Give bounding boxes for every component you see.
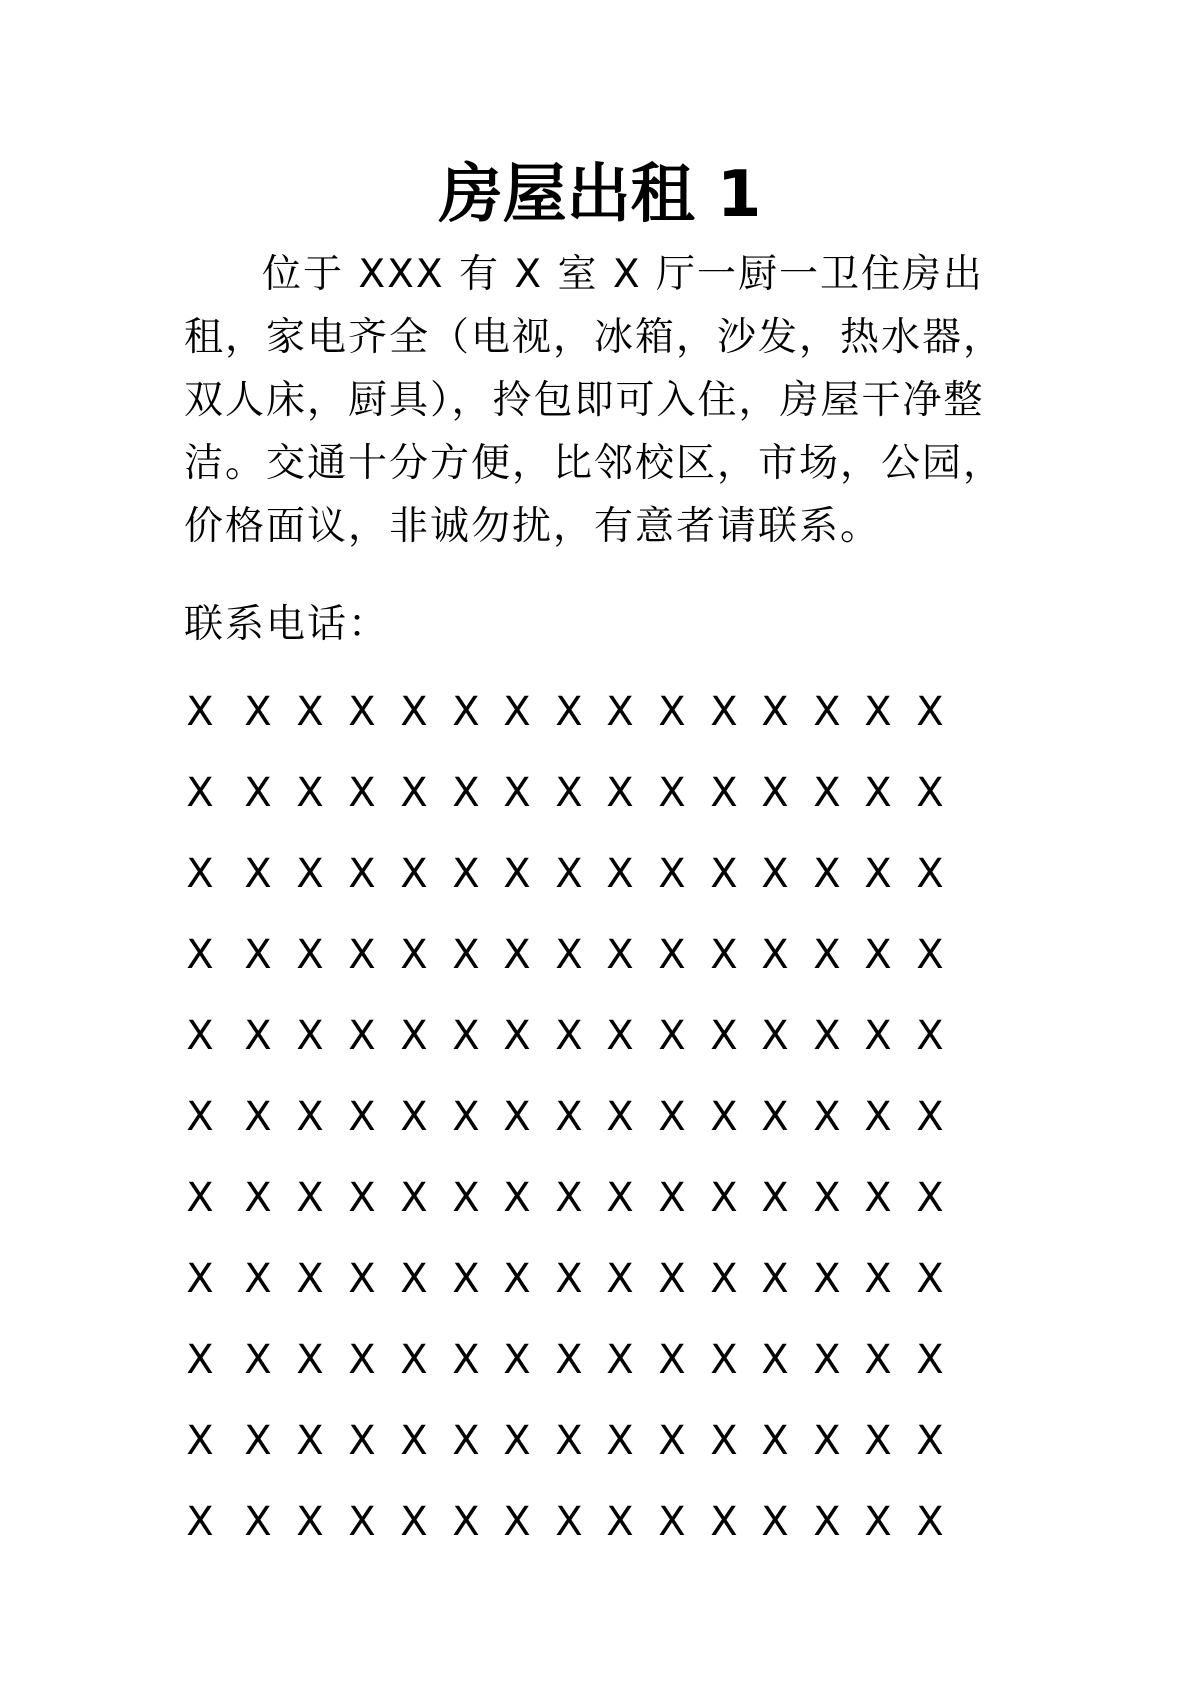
phone-grid-cell: X [244, 1094, 272, 1140]
phone-grid-cell: X [606, 689, 634, 735]
phone-grid-cell: X [916, 689, 944, 735]
phone-grid-cell: X [452, 1256, 480, 1302]
phone-grid-cell: X [761, 1256, 789, 1302]
phone-grid-cell: X [186, 851, 214, 897]
phone-grid-cell: X [503, 770, 531, 816]
phone-grid-cell: X [658, 851, 686, 897]
phone-grid-cell: X [916, 1256, 944, 1302]
phone-grid-cell: X [916, 1175, 944, 1221]
phone-grid-cell: X [658, 1499, 686, 1545]
phone-grid-cell: X [761, 1175, 789, 1221]
phone-grid-cell: X [813, 1094, 841, 1140]
phone-grid-cell: X [916, 1499, 944, 1545]
phone-grid-row [184, 763, 1044, 844]
phone-grid-cell: X [864, 1499, 892, 1545]
phone-grid-cell: X [864, 1094, 892, 1140]
phone-grid-cell: X [710, 1256, 738, 1302]
phone-grid-cell: X [452, 1418, 480, 1464]
phone-grid-row [184, 1087, 1044, 1168]
phone-grid-cell: X [244, 1337, 272, 1383]
phone-grid-cell: X [296, 770, 324, 816]
phone-grid-cell: X [658, 1175, 686, 1221]
phone-grid-cell: X [658, 1337, 686, 1383]
phone-grid-cell: X [503, 1094, 531, 1140]
phone-grid-cell: X [400, 1013, 428, 1059]
phone-grid-cell: X [658, 932, 686, 978]
phone-grid-cell: X [710, 1013, 738, 1059]
phone-grid-cell: X [761, 770, 789, 816]
phone-grid-cell: X [916, 851, 944, 897]
phone-grid-cell: X [400, 1094, 428, 1140]
phone-grid-cell: X [452, 689, 480, 735]
phone-grid-cell: X [296, 1499, 324, 1545]
phone-grid-cell: X [555, 1418, 583, 1464]
phone-grid-cell: X [244, 851, 272, 897]
phone-grid-cell: X [710, 1418, 738, 1464]
phone-grid-cell: X [348, 1094, 376, 1140]
phone-grid-row [184, 1249, 1044, 1330]
phone-grid-cell: X [296, 932, 324, 978]
phone-grid-cell: X [296, 851, 324, 897]
phone-grid-cell: X [710, 770, 738, 816]
phone-grid-cell: X [503, 851, 531, 897]
phone-grid-cell: X [452, 1499, 480, 1545]
phone-grid-cell: X [916, 1094, 944, 1140]
phone-grid-cell: X [864, 1418, 892, 1464]
phone-grid-cell: X [186, 1013, 214, 1059]
phone-grid-cell: X [400, 932, 428, 978]
listing-description: 位于 XXX 有 X 室 X 厅一厨一卫住房出租，家电齐全（电视，冰箱，沙发，热水器，双人床，厨具），拎包即可入住，房屋干净整洁。交通十分方便，比邻校区，市场，公园，价格面议，非诚勿扰，有意者请联系。 [184, 252, 1005, 549]
phone-grid-cell: X [916, 1337, 944, 1383]
phone-grid-cell: X [348, 770, 376, 816]
phone-grid-cell: X [813, 1499, 841, 1545]
phone-grid-cell: X [348, 1499, 376, 1545]
phone-grid-cell: X [813, 1013, 841, 1059]
phone-grid-cell: X [555, 1175, 583, 1221]
phone-grid-cell: X [864, 1256, 892, 1302]
phone-grid-cell: X [606, 1337, 634, 1383]
phone-grid-cell: X [761, 1013, 789, 1059]
phone-grid-cell: X [296, 1418, 324, 1464]
phone-grid-cell: X [813, 689, 841, 735]
phone-grid-cell: X [186, 1175, 214, 1221]
phone-grid-cell: X [813, 1418, 841, 1464]
phone-grid-cell: X [244, 1256, 272, 1302]
phone-grid-cell: X [348, 1256, 376, 1302]
phone-grid-row [184, 1006, 1044, 1087]
phone-grid-cell: X [813, 851, 841, 897]
phone-grid-row [184, 844, 1044, 925]
phone-grid-cell: X [296, 1013, 324, 1059]
phone-grid-cell: X [348, 932, 376, 978]
phone-grid-row [184, 1492, 1044, 1573]
phone-grid-cell: X [452, 1175, 480, 1221]
phone-grid-cell: X [606, 1175, 634, 1221]
phone-grid-cell: X [864, 1013, 892, 1059]
phone-grid-cell: X [761, 1499, 789, 1545]
phone-grid-cell: X [555, 1256, 583, 1302]
phone-grid-cell: X [296, 1094, 324, 1140]
phone-grid-cell: X [761, 932, 789, 978]
phone-grid-cell: X [710, 1094, 738, 1140]
phone-grid-cell: X [813, 770, 841, 816]
phone-grid-cell: X [503, 1256, 531, 1302]
phone-grid-cell: X [452, 851, 480, 897]
phone-grid-cell: X [864, 689, 892, 735]
phone-grid-cell: X [606, 1499, 634, 1545]
phone-grid-cell: X [813, 932, 841, 978]
phone-grid-cell: X [606, 770, 634, 816]
phone-grid-cell: X [186, 1337, 214, 1383]
phone-grid-cell: X [186, 1418, 214, 1464]
phone-grid-cell: X [916, 770, 944, 816]
phone-grid-cell: X [400, 689, 428, 735]
phone-grid-cell: X [503, 1175, 531, 1221]
phone-grid-cell: X [348, 1013, 376, 1059]
phone-grid-cell: X [710, 932, 738, 978]
phone-grid-cell: X [400, 1256, 428, 1302]
phone-grid-cell: X [761, 851, 789, 897]
phone-grid-cell: X [244, 770, 272, 816]
phone-grid-cell: X [186, 1499, 214, 1545]
phone-grid-cell: X [503, 1499, 531, 1545]
phone-grid-cell: X [710, 1337, 738, 1383]
phone-grid-cell: X [658, 770, 686, 816]
phone-grid-cell: X [244, 1175, 272, 1221]
phone-grid-cell: X [555, 770, 583, 816]
phone-grid-cell: X [555, 1499, 583, 1545]
phone-grid-cell: X [864, 851, 892, 897]
phone-grid-cell: X [400, 1499, 428, 1545]
phone-grid-cell: X [710, 1499, 738, 1545]
phone-grid-cell: X [452, 1013, 480, 1059]
phone-grid-cell: X [864, 1175, 892, 1221]
phone-grid-cell: X [916, 1418, 944, 1464]
phone-grid-cell: X [244, 689, 272, 735]
phone-grid-cell: X [555, 851, 583, 897]
phone-grid-cell: X [606, 1418, 634, 1464]
phone-grid-cell: X [658, 1256, 686, 1302]
phone-grid-cell: X [186, 1094, 214, 1140]
phone-grid-row [184, 682, 1044, 763]
phone-grid-cell: X [658, 1094, 686, 1140]
phone-grid-cell: X [916, 932, 944, 978]
phone-grid-cell: X [658, 689, 686, 735]
phone-tear-off-grid [184, 682, 1044, 1573]
phone-grid-cell: X [503, 1337, 531, 1383]
phone-grid-cell: X [710, 1175, 738, 1221]
phone-grid-cell: X [761, 1094, 789, 1140]
phone-grid-cell: X [606, 1256, 634, 1302]
phone-grid-cell: X [244, 1418, 272, 1464]
phone-grid-cell: X [916, 1013, 944, 1059]
phone-grid-cell: X [555, 1094, 583, 1140]
phone-grid-cell: X [296, 1175, 324, 1221]
phone-grid-cell: X [348, 1418, 376, 1464]
phone-grid-cell: X [606, 1094, 634, 1140]
phone-grid-cell: X [710, 851, 738, 897]
phone-grid-cell: X [186, 1256, 214, 1302]
phone-grid-cell: X [296, 1256, 324, 1302]
contact-phone-label: 联系电话： [184, 602, 390, 647]
phone-grid-cell: X [864, 770, 892, 816]
phone-grid-cell: X [186, 770, 214, 816]
phone-grid-cell: X [761, 1337, 789, 1383]
phone-grid-cell: X [606, 1013, 634, 1059]
phone-grid-cell: X [452, 1337, 480, 1383]
page-title: 房屋出租 1 [438, 158, 762, 232]
phone-grid-cell: X [658, 1013, 686, 1059]
phone-grid-cell: X [658, 1418, 686, 1464]
phone-grid-cell: X [296, 1337, 324, 1383]
phone-grid-row [184, 1411, 1044, 1492]
phone-grid-cell: X [606, 851, 634, 897]
phone-grid-cell: X [606, 932, 634, 978]
phone-grid-row [184, 1330, 1044, 1411]
phone-grid-cell: X [400, 770, 428, 816]
phone-grid-cell: X [244, 1013, 272, 1059]
phone-grid-cell: X [400, 1337, 428, 1383]
phone-grid-cell: X [864, 932, 892, 978]
phone-grid-cell: X [348, 1337, 376, 1383]
phone-grid-cell: X [710, 689, 738, 735]
phone-grid-cell: X [400, 1418, 428, 1464]
phone-grid-cell: X [555, 932, 583, 978]
phone-grid-row [184, 925, 1044, 1006]
phone-grid-cell: X [761, 689, 789, 735]
phone-grid-row [184, 1168, 1044, 1249]
phone-grid-cell: X [452, 932, 480, 978]
phone-grid-cell: X [244, 932, 272, 978]
phone-grid-cell: X [452, 1094, 480, 1140]
phone-grid-cell: X [452, 770, 480, 816]
phone-grid-cell: X [186, 932, 214, 978]
phone-grid-cell: X [864, 1337, 892, 1383]
phone-grid-cell: X [348, 851, 376, 897]
phone-grid-cell: X [813, 1175, 841, 1221]
phone-grid-cell: X [813, 1337, 841, 1383]
phone-grid-cell: X [186, 689, 214, 735]
phone-grid-cell: X [244, 1499, 272, 1545]
phone-grid-cell: X [555, 1013, 583, 1059]
phone-grid-cell: X [555, 689, 583, 735]
phone-grid-cell: X [555, 1337, 583, 1383]
phone-grid-cell: X [400, 851, 428, 897]
phone-grid-cell: X [296, 689, 324, 735]
phone-grid-cell: X [813, 1256, 841, 1302]
phone-grid-cell: X [503, 689, 531, 735]
phone-grid-cell: X [400, 1175, 428, 1221]
phone-grid-cell: X [348, 1175, 376, 1221]
phone-grid-cell: X [348, 689, 376, 735]
phone-grid-cell: X [503, 932, 531, 978]
phone-grid-cell: X [503, 1013, 531, 1059]
phone-grid-cell: X [761, 1418, 789, 1464]
phone-grid-cell: X [503, 1418, 531, 1464]
